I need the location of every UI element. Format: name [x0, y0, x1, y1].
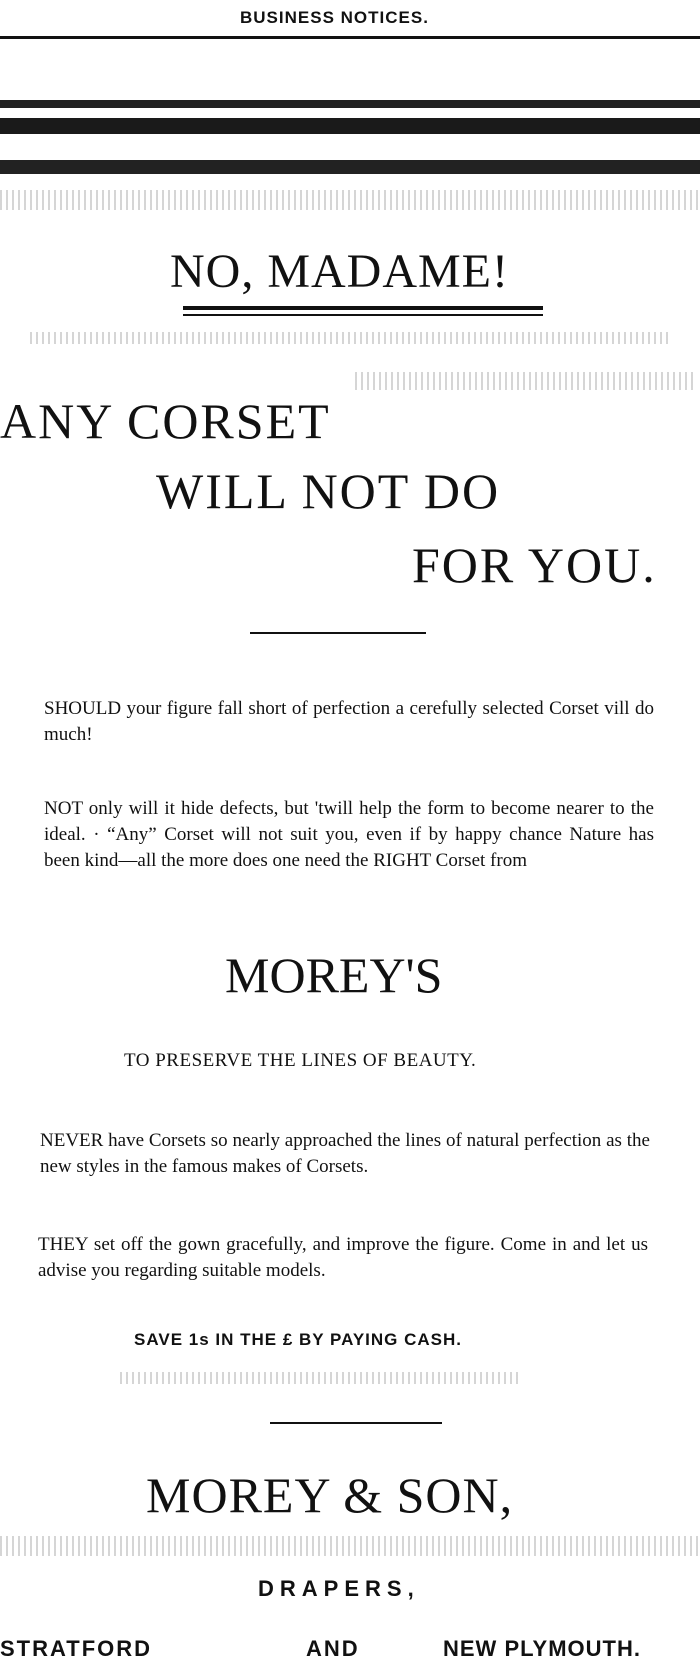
print-noise-2 [30, 332, 670, 344]
section-divider-1 [250, 632, 426, 634]
decorative-bar-2 [0, 118, 700, 134]
print-noise-5 [0, 1536, 700, 1556]
location-stratford: STRATFORD [0, 1636, 153, 1661]
paragraph-not-only: NOT only will it hide defects, but 'twill help the form to become nearer to the ideal. · “Any” Corset will not suit you, even if by happy chance Nature has been kind—all the more does one need the RIGHT Corset from [44, 798, 654, 871]
tagline: TO PRESERVE THE LINES OF BEAUTY. [124, 1050, 477, 1071]
firm-name: MOREY & SON, [146, 1467, 514, 1523]
section-divider-2 [270, 1422, 442, 1424]
display-line-3: FOR YOU. [412, 537, 657, 593]
location-and: AND [306, 1636, 360, 1661]
print-noise-4 [120, 1372, 520, 1384]
location-new-plymouth: NEW PLYMOUTH. [443, 1636, 641, 1661]
paragraph-they: THEY set off the gown gracefully, and improve the figure. Come in and let us advise you regarding suitable models. [38, 1234, 648, 1281]
display-line-2: WILL NOT DO [156, 463, 501, 519]
headline: NO, MADAME! [170, 245, 509, 298]
print-noise [0, 190, 700, 210]
paragraph-should: SHOULD your figure fall short of perfection a cerefully selected Corset vill do much! [44, 698, 654, 745]
decorative-bar-1 [0, 100, 700, 108]
paragraph-never: NEVER have Corsets so nearly approached the lines of natural perfection as the new styles in the famous makes of Corsets. [40, 1130, 650, 1177]
print-noise-3 [355, 372, 695, 390]
trade-label: DRAPERS, [258, 1576, 420, 1601]
cash-offer: SAVE 1s IN THE £ BY PAYING CASH. [134, 1330, 463, 1349]
headline-underline-2 [183, 314, 543, 316]
decorative-bar-3 [0, 160, 700, 174]
brand-name: MOREY'S [225, 947, 443, 1003]
display-line-1: ANY CORSET [0, 393, 331, 449]
section-title: BUSINESS NOTICES. [240, 8, 429, 27]
header-rule [0, 36, 700, 39]
headline-underline-1 [183, 306, 543, 310]
